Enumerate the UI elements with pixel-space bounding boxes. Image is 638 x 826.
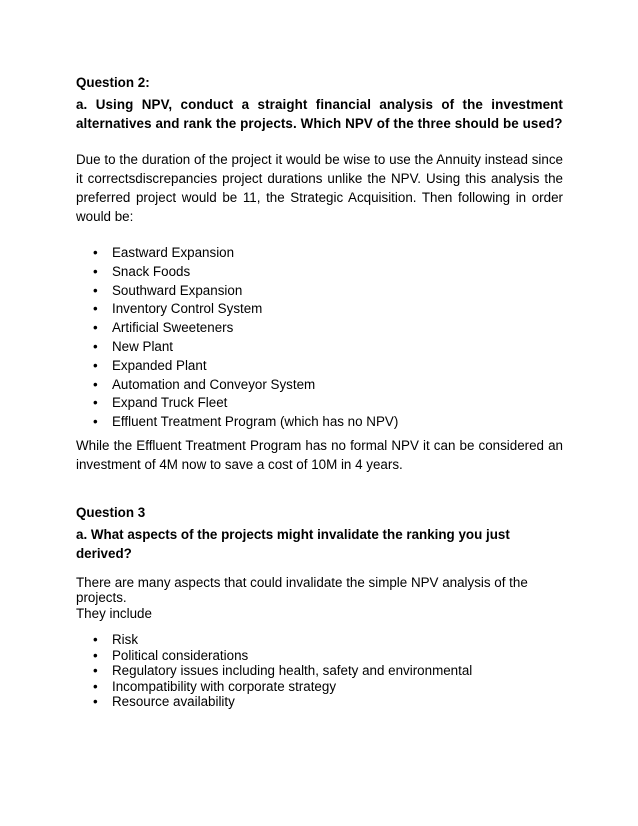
bullet-icon: • — [93, 282, 98, 298]
list-item-label: Expanded Plant — [112, 357, 207, 373]
question-3-intro-line-2: They include — [76, 605, 152, 621]
list-item — [76, 679, 563, 695]
question-3-title: Question 3 — [76, 504, 146, 520]
list-item-label: Artificial Sweeteners — [112, 320, 234, 336]
list-item — [76, 357, 563, 376]
list-item-label: Risk — [112, 632, 139, 648]
list-item-label: Automation and Conveyor System — [112, 376, 316, 392]
project-ranking-list — [76, 244, 563, 432]
bullet-icon: • — [93, 338, 98, 354]
bullet-icon: • — [93, 663, 98, 679]
section-spacer — [76, 474, 563, 503]
list-item — [76, 663, 563, 679]
list-item — [76, 632, 563, 648]
bullet-icon: • — [93, 647, 98, 663]
bullet-icon: • — [93, 376, 98, 392]
list-item — [76, 263, 563, 282]
invalidating-aspects-list — [76, 632, 563, 710]
bullet-icon: • — [93, 301, 98, 317]
bullet-icon: • — [93, 694, 98, 710]
list-item — [76, 244, 563, 263]
question-3-prompt: a. What aspects of the projects might invalidate the ranking you just derived? — [76, 526, 510, 561]
bullet-icon: • — [93, 263, 98, 279]
question-2-prompt: a. Using NPV, conduct a straight financial analysis of the investment alternatives and rank the projects. Which NPV of the three should be used? — [76, 97, 563, 131]
question-2-title: Question 2: — [76, 75, 150, 90]
bullet-icon: • — [93, 414, 98, 430]
question-2-conclusion: While the Effluent Treatment Program has no formal NPV it can be considered an investment of 4M now to save a cost of 10M in 4 years. — [76, 437, 563, 472]
list-item — [76, 394, 563, 413]
list-item — [76, 282, 563, 301]
question-3-intro — [76, 575, 563, 622]
list-item-label: Political considerations — [112, 647, 249, 663]
list-item-label: Regulatory issues including health, safety and environmental — [112, 663, 473, 679]
list-item — [76, 413, 563, 432]
bullet-icon: • — [93, 245, 98, 260]
bullet-icon: • — [93, 357, 98, 373]
list-item-label: Effluent Treatment Program (which has no NPV) — [112, 414, 399, 430]
list-item-label: Snack Foods — [112, 263, 191, 279]
question-2-answer: Due to the duration of the project it would be wise to use the Annuity instead since it correctsdiscrepancies project durations unlike the NPV. Using this analysis the preferred project would be 11, the Strategic Acquisition. Then following in order would be: — [76, 152, 563, 224]
bullet-icon: • — [93, 632, 98, 648]
list-item — [76, 319, 563, 338]
list-item-label: Incompatibility with corporate strategy — [112, 678, 337, 694]
question-3-intro-line-1: There are many aspects that could invalidate the simple NPV analysis of the projects. — [76, 574, 528, 606]
bullet-icon: • — [93, 678, 98, 694]
list-item — [76, 338, 563, 357]
list-item-label: Eastward Expansion — [112, 245, 235, 260]
list-item — [76, 694, 563, 710]
list-item-label: Inventory Control System — [112, 301, 263, 317]
list-item — [76, 376, 563, 395]
bullet-icon: • — [93, 320, 98, 336]
bullet-icon: • — [93, 395, 98, 411]
list-item — [76, 300, 563, 319]
list-item-label: Southward Expansion — [112, 282, 243, 298]
list-item-label: Resource availability — [112, 694, 235, 710]
list-item-label: Expand Truck Fleet — [112, 395, 228, 411]
list-item — [76, 648, 563, 664]
document-content — [76, 73, 563, 710]
list-item-label: New Plant — [112, 338, 174, 354]
